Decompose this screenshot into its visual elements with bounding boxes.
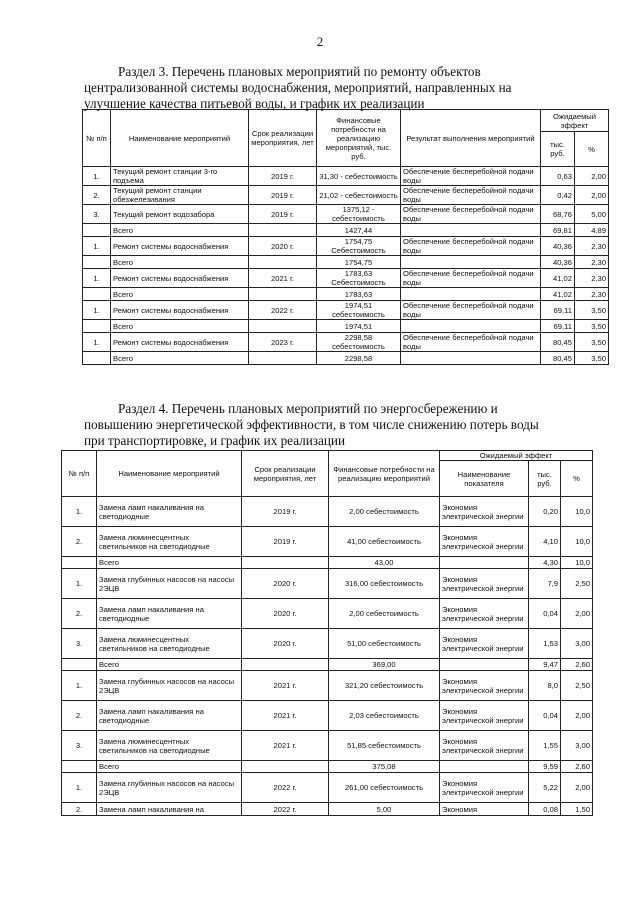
num-cell: 2. [62,701,97,731]
total-row [62,761,593,773]
name-cell: Замена ламп накаливания на светодиодные [97,497,242,527]
term-cell: 2020 г. [242,629,329,659]
effect-pct-cell: 3,50 [575,320,609,333]
effect-rub-cell: 1,55 [529,731,561,761]
term-cell: 2019 г. [249,205,317,224]
section4-heading-line: Раздел 4. Перечень плановых мероприятий по энергосбережению и [118,401,498,416]
finance-cell: 369,00 [329,659,440,671]
term-cell [249,320,317,333]
table-row [62,671,593,701]
num-cell: 1. [62,497,97,527]
result-cell [401,288,541,301]
total-row [83,352,609,365]
header-effect-pct: % [561,461,593,497]
num-cell: 1. [83,237,111,256]
finance-cell: 1974,51 [317,320,401,333]
result-cell: Обеспечение бесперебойной подачи воды [401,237,541,256]
num-cell [83,224,111,237]
effect-pct-cell: 4,89 [575,224,609,237]
indicator-cell: Экономия [440,803,529,816]
total-row [62,557,593,569]
table-row [62,773,593,803]
table-row [62,629,593,659]
indicator-cell: Экономия электрической энергии [440,629,529,659]
header-finance: Финансовые потребности на реализацию мероприятий [329,451,440,497]
effect-rub-cell: 1,53 [529,629,561,659]
effect-rub-cell: 0,20 [529,497,561,527]
result-cell [401,224,541,237]
page-number: 2 [316,34,324,49]
name-cell: Всего [111,288,249,301]
header-name: Наименование мероприятий [97,451,242,497]
effect-pct-cell: 2,00 [561,599,593,629]
finance-cell: 1427,44 [317,224,401,237]
term-cell [242,557,329,569]
indicator-cell: Экономия электрической энергии [440,773,529,803]
num-cell: 2. [62,803,97,816]
section4-heading [84,401,582,449]
section4-heading-line: повышению энергетической эффективности, в том числе снижению потерь воды [84,417,539,432]
num-cell [83,352,111,365]
name-cell: Ремонт системы водоснабжения [111,301,249,320]
name-cell: Замена глубинных насосов на насосы 2ЭЦВ [97,569,242,599]
term-cell [249,288,317,301]
term-cell: 2019 г. [242,497,329,527]
effect-rub-cell: 80,45 [541,352,575,365]
indicator-cell: Экономия электрической энергии [440,497,529,527]
effect-pct-cell: 10,0 [561,527,593,557]
section4-table [61,450,593,816]
header-effect-rub: тыс. руб. [541,132,575,167]
num-cell [83,320,111,333]
effect-rub-cell: 40,36 [541,237,575,256]
header-effect-pct: % [575,132,609,167]
effect-rub-cell: 68,76 [541,205,575,224]
result-cell: Обеспечение бесперебойной подачи воды [401,186,541,205]
num-cell: 1. [83,167,111,186]
table-row [62,803,593,816]
indicator-cell [440,557,529,569]
header-effect: Ожидаемый эффект [541,110,609,132]
effect-rub-cell: 9,47 [529,659,561,671]
num-cell: 3. [62,629,97,659]
name-cell: Всего [111,320,249,333]
num-cell: 3. [62,731,97,761]
effect-rub-cell: 5,22 [529,773,561,803]
header-num: № п/п [83,110,111,167]
effect-rub-cell: 0,42 [541,186,575,205]
name-cell: Всего [111,256,249,269]
effect-rub-cell: 41,02 [541,288,575,301]
effect-pct-cell: 3,00 [561,731,593,761]
term-cell: 2021 г. [249,269,317,288]
effect-rub-cell: 4,30 [529,557,561,569]
name-cell: Ремонт системы водоснабжения [111,237,249,256]
total-row [83,288,609,301]
term-cell [242,659,329,671]
num-cell: 1. [62,773,97,803]
header-num: № п/п [62,451,97,497]
effect-pct-cell: 10,0 [561,497,593,527]
header-indicator: Наименование показателя [440,461,529,497]
finance-cell: 21,02 - себестоимость [317,186,401,205]
table-row [83,237,609,256]
term-cell: 2021 г. [242,731,329,761]
effect-pct-cell: 1,50 [561,803,593,816]
term-cell: 2022 г. [242,773,329,803]
effect-pct-cell: 2,00 [561,773,593,803]
table-row [83,167,609,186]
effect-pct-cell: 2,00 [575,167,609,186]
num-cell [62,557,97,569]
name-cell: Замена ламп накаливания на светодиодные [97,701,242,731]
num-cell: 1. [83,269,111,288]
effect-rub-cell: 69,81 [541,224,575,237]
table-row [62,497,593,527]
indicator-cell: Экономия электрической энергии [440,527,529,557]
name-cell: Всего [97,761,242,773]
section3-heading [84,64,582,112]
name-cell: Текущий ремонт станции обезжелезивания [111,186,249,205]
effect-pct-cell: 2,00 [575,186,609,205]
finance-cell: 316,00 себестоимость [329,569,440,599]
num-cell [62,761,97,773]
header-term: Срок реализации мероприятия, лет [242,451,329,497]
term-cell: 2020 г. [242,569,329,599]
term-cell [242,761,329,773]
term-cell: 2023 г. [249,333,317,352]
finance-cell: 41,00 себестоимость [329,527,440,557]
finance-cell: 2,00 себестоимость [329,497,440,527]
term-cell: 2019 г. [242,527,329,557]
name-cell: Замена люминесцентных светильников на светодиодные [97,527,242,557]
finance-cell: 1754,75 Себестоимость [317,237,401,256]
effect-rub-cell: 40,36 [541,256,575,269]
table-row [62,701,593,731]
term-cell: 2020 г. [242,599,329,629]
name-cell: Замена ламп накаливания на светодиодные [97,599,242,629]
total-row [62,659,593,671]
effect-pct-cell: 10,0 [561,557,593,569]
effect-rub-cell: 8,0 [529,671,561,701]
indicator-cell: Экономия электрической энергии [440,671,529,701]
result-cell: Обеспечение бесперебойной подачи воды [401,167,541,186]
effect-rub-cell: 4,10 [529,527,561,557]
name-cell: Замена глубинных насосов на насосы 2ЭЦВ [97,773,242,803]
effect-rub-cell: 80,45 [541,333,575,352]
num-cell: 3. [83,205,111,224]
section3-heading-line: централизованной системы водоснабжения, мероприятий, направленных на [84,80,512,95]
name-cell: Текущий ремонт станции 3-го подъема [111,167,249,186]
effect-rub-cell: 41,02 [541,269,575,288]
finance-cell: 43,00 [329,557,440,569]
header-effect-rub: тыс. руб. [529,461,561,497]
finance-cell: 1783,63 Себестоимость [317,269,401,288]
effect-pct-cell: 2,00 [561,701,593,731]
name-cell: Замена люминесцентных светильников на светодиодные [97,731,242,761]
term-cell: 2019 г. [249,186,317,205]
effect-pct-cell: 2,30 [575,269,609,288]
effect-rub-cell: 0,04 [529,599,561,629]
num-cell: 2. [62,527,97,557]
effect-pct-cell: 3,50 [575,301,609,320]
total-row [83,320,609,333]
table-row [62,569,593,599]
effect-rub-cell: 69,11 [541,320,575,333]
num-cell [83,288,111,301]
table-row [62,731,593,761]
term-cell: 2019 г. [249,167,317,186]
effect-pct-cell: 2,30 [575,288,609,301]
effect-pct-cell: 2,60 [561,659,593,671]
result-cell: Обеспечение бесперебойной подачи воды [401,301,541,320]
effect-pct-cell: 3,50 [575,333,609,352]
num-cell: 1. [62,569,97,599]
num-cell [62,659,97,671]
result-cell: Обеспечение бесперебойной подачи воды [401,205,541,224]
finance-cell: 1375,12 - себестоимость [317,205,401,224]
finance-cell: 1754,75 [317,256,401,269]
effect-pct-cell: 3,50 [575,352,609,365]
table-row [83,205,609,224]
effect-rub-cell: 7,9 [529,569,561,599]
num-cell: 1. [83,333,111,352]
finance-cell: 51,00 себестоимость [329,629,440,659]
finance-cell: 51,85 себестоимость [329,731,440,761]
result-cell [401,352,541,365]
table-row [83,333,609,352]
term-cell: 2022 г. [242,803,329,816]
indicator-cell [440,659,529,671]
name-cell: Всего [97,659,242,671]
name-cell: Всего [97,557,242,569]
result-cell: Обеспечение бесперебойной подачи воды [401,269,541,288]
finance-cell: 1974,51 себестоимость [317,301,401,320]
effect-rub-cell: 0,04 [529,701,561,731]
table-row [83,301,609,320]
num-cell: 1. [83,301,111,320]
effect-pct-cell: 2,50 [561,671,593,701]
header-term: Срок реализации мероприятия, лет [249,110,317,167]
result-cell [401,320,541,333]
finance-cell: 2298,58 [317,352,401,365]
term-cell: 2021 г. [242,671,329,701]
finance-cell: 2,03 себестоимость [329,701,440,731]
name-cell: Ремонт системы водоснабжения [111,269,249,288]
table-row [62,527,593,557]
indicator-cell: Экономия электрической энергии [440,569,529,599]
indicator-cell: Экономия электрической энергии [440,599,529,629]
finance-cell: 2298,58 себестоимость [317,333,401,352]
term-cell: 2020 г. [249,237,317,256]
section3-heading-line: улучшение качества питьевой воды, и график их реализации [84,96,425,111]
effect-rub-cell: 9,59 [529,761,561,773]
name-cell: Текущий ремонт водозабора [111,205,249,224]
name-cell: Ремонт системы водоснабжения [111,333,249,352]
effect-pct-cell: 2,50 [561,569,593,599]
num-cell: 1. [62,671,97,701]
header-finance: Финансовые потребности на реализацию мероприятий, тыс. руб. [317,110,401,167]
term-cell [249,224,317,237]
indicator-cell: Экономия электрической энергии [440,731,529,761]
name-cell: Всего [111,352,249,365]
name-cell: Замена глубинных насосов на насосы 2ЭЦВ [97,671,242,701]
effect-pct-cell: 5,00 [575,205,609,224]
header-name: Наименование мероприятий [111,110,249,167]
section4-heading-line: при транспортировке, и график их реализации [84,433,346,448]
table-row [83,186,609,205]
term-cell [249,256,317,269]
total-row [83,224,609,237]
effect-pct-cell: 2,30 [575,237,609,256]
effect-rub-cell: 69,11 [541,301,575,320]
result-cell: Обеспечение бесперебойной подачи воды [401,333,541,352]
term-cell [249,352,317,365]
effect-pct-cell: 2,60 [561,761,593,773]
section3-table [82,109,609,365]
effect-pct-cell: 2,30 [575,256,609,269]
table-row [62,599,593,629]
table-row [83,269,609,288]
name-cell: Замена люминесцентных светильников на светодиодные [97,629,242,659]
effect-rub-cell: 0,63 [541,167,575,186]
finance-cell: 5,00 [329,803,440,816]
finance-cell: 261,00 себестоимость [329,773,440,803]
result-cell [401,256,541,269]
total-row [83,256,609,269]
name-cell: Замена ламп накаливания на [97,803,242,816]
finance-cell: 2,00 себестоимость [329,599,440,629]
finance-cell: 375,08 [329,761,440,773]
effect-pct-cell: 3,00 [561,629,593,659]
effect-rub-cell: 0,08 [529,803,561,816]
section3-heading-line: Раздел 3. Перечень плановых мероприятий по ремонту объектов [118,64,481,79]
indicator-cell: Экономия электрической энергии [440,701,529,731]
name-cell: Всего [111,224,249,237]
indicator-cell [440,761,529,773]
header-effect: Ожидаемый эффект [440,451,593,461]
num-cell [83,256,111,269]
finance-cell: 321,20 себестоимость [329,671,440,701]
finance-cell: 31,30 - себестоимость [317,167,401,186]
term-cell: 2022 г. [249,301,317,320]
num-cell: 2. [83,186,111,205]
num-cell: 2. [62,599,97,629]
header-result: Результат выполнения мероприятий [401,110,541,167]
term-cell: 2021 г. [242,701,329,731]
finance-cell: 1783,63 [317,288,401,301]
